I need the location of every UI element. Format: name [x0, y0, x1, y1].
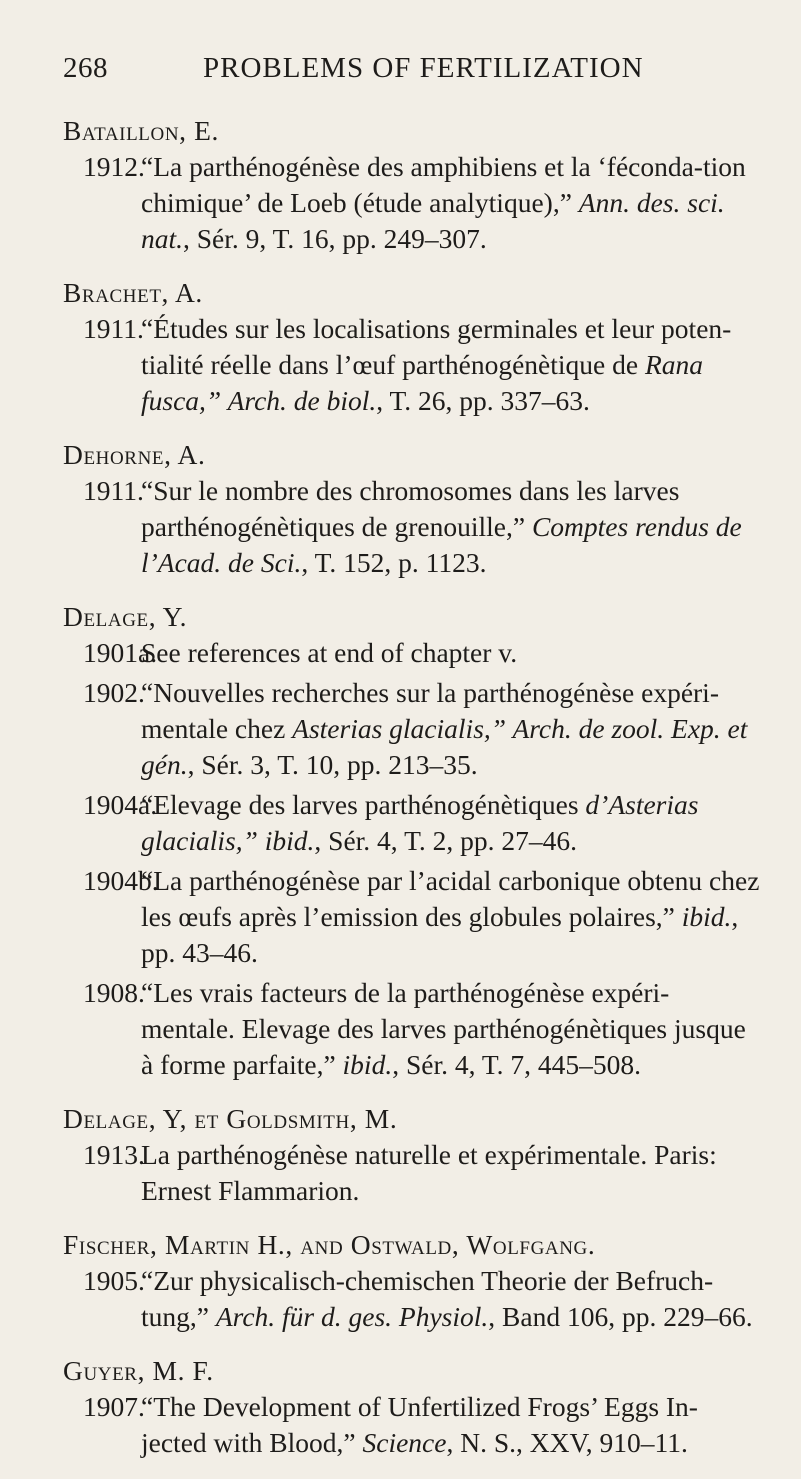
page-number: 268 [63, 52, 108, 84]
reference-text [141, 675, 763, 783]
reference-plain-text: , T. 152, p. 1123. [301, 547, 487, 578]
reference-text [141, 149, 763, 257]
author-name: Guyer, M. F. [63, 1355, 214, 1386]
reference-plain-text: “Sur le nombre des chromosomes dans les larves parthénogénètiques de grenouille,” [141, 475, 680, 542]
reference-year: 1905. [83, 1265, 145, 1296]
reference-entry [63, 149, 763, 257]
author-block [63, 1353, 763, 1461]
author-block [63, 113, 763, 257]
author-name: Brachet, A. [63, 277, 203, 308]
reference-plain-text: , N. S., XXV, 910–11. [446, 1427, 688, 1458]
reference-italic-text: Ann. des. sci. nat. [141, 187, 725, 254]
reference-plain-text: “The Development of Unfertilized Frogs’ Eggs In-jected with Blood,” [141, 1391, 698, 1458]
reference-text [141, 635, 763, 671]
reference-plain-text: See references at end of chapter v. [141, 637, 518, 668]
author-name: Bataillon, E. [63, 115, 219, 146]
reference-entry [63, 473, 763, 581]
reference-year: 1912. [83, 151, 145, 182]
reference-italic-text: Rana fusca,” Arch. de biol. [141, 349, 704, 416]
reference-text [141, 1263, 763, 1335]
reference-text [141, 787, 763, 859]
reference-year: 1907. [83, 1391, 145, 1422]
reference-year: 1904b. [83, 865, 159, 896]
reference-plain-text: , Sér. 9, T. 16, pp. 249–307. [183, 223, 487, 254]
reference-text [141, 1389, 763, 1461]
reference-italic-text: Comptes rendus de l’Acad. de Sci. [141, 511, 742, 578]
reference-italic-text: d’Asterias glacialis,” ibid. [141, 789, 699, 856]
reference-year: 1901a. [83, 637, 158, 668]
reference-entry [63, 787, 763, 859]
reference-text [141, 1137, 763, 1209]
reference-list [63, 113, 763, 1479]
reference-plain-text: , T. 26, pp. 337–63. [376, 385, 590, 416]
reference-plain-text: , Band 106, pp. 229–66. [488, 1301, 753, 1332]
reference-plain-text: “Elevage des larves parthénogénètiques [141, 789, 586, 820]
reference-year: 1902. [83, 677, 145, 708]
author-block [63, 437, 763, 581]
reference-year: 1904a. [83, 789, 158, 820]
reference-plain-text: “Les vrais facteurs de la parthénogénèse expéri-mentale. Elevage des larves parthénogénètiques jusque à forme parfaite,” [141, 977, 746, 1080]
reference-entry [63, 863, 763, 971]
reference-entry [63, 311, 763, 419]
reference-entry [63, 1137, 763, 1209]
reference-year: 1911. [83, 313, 144, 344]
reference-plain-text: , Sér. 4, T. 7, 445–508. [392, 1049, 641, 1080]
reference-plain-text: , pp. 43–46. [141, 901, 739, 968]
author-name: Dehorne, A. [63, 439, 206, 470]
reference-text [141, 473, 763, 581]
author-block [63, 1101, 763, 1209]
author-name: Delage, Y, et Goldsmith, M. [63, 1103, 398, 1134]
author-name: Fischer, Martin H., and Ostwald, Wolfgang. [63, 1229, 596, 1260]
author-block [63, 1227, 763, 1335]
reference-entry [63, 975, 763, 1083]
reference-year: 1913. [83, 1139, 145, 1170]
reference-entry [63, 675, 763, 783]
reference-plain-text: “La parthénogénèse par l’acidal carbonique obtenu chez les œufs après l’emission des globules polaires,” [141, 865, 760, 932]
author-block [63, 275, 763, 419]
reference-plain-text: La parthénogénèse naturelle et expérimentale. Paris: Ernest Flammarion. [141, 1139, 717, 1206]
author-name: Delage, Y. [63, 601, 188, 632]
reference-italic-text: Arch. für d. ges. Physiol. [215, 1301, 489, 1332]
reference-plain-text: “La parthénogénèse des amphibiens et la ‘féconda-tion chimique’ de Loeb (étude analytique),” [141, 151, 746, 218]
reference-plain-text: , Sér. 3, T. 10, pp. 213–35. [187, 749, 478, 780]
reference-text [141, 975, 763, 1083]
reference-entry [63, 1263, 763, 1335]
reference-plain-text: “Études sur les localisations germinales et leur poten-tialité réelle dans l’œuf parthénogénètique de [141, 313, 732, 380]
reference-text [141, 863, 763, 971]
reference-year: 1911. [83, 475, 144, 506]
reference-year: 1908. [83, 977, 145, 1008]
reference-plain-text: “Nouvelles recherches sur la parthénogénèse expéri-mentale chez [141, 677, 719, 744]
author-block [63, 599, 763, 1083]
reference-italic-text: ibid. [342, 1049, 393, 1080]
reference-entry [63, 1389, 763, 1461]
reference-text [141, 311, 763, 419]
reference-plain-text: “Zur physicalisch-chemischen Theorie der Befruch-tung,” [141, 1265, 714, 1332]
running-title: PROBLEMS OF FERTILIZATION [203, 52, 644, 84]
reference-plain-text: , Sér. 4, T. 2, pp. 27–46. [314, 825, 577, 856]
reference-italic-text: Science [362, 1427, 447, 1458]
reference-italic-text: ibid. [681, 901, 732, 932]
reference-italic-text: Asterias glacialis,” Arch. de zool. Exp. et gén. [141, 713, 748, 780]
reference-entry [63, 635, 763, 671]
page-header [63, 50, 644, 86]
